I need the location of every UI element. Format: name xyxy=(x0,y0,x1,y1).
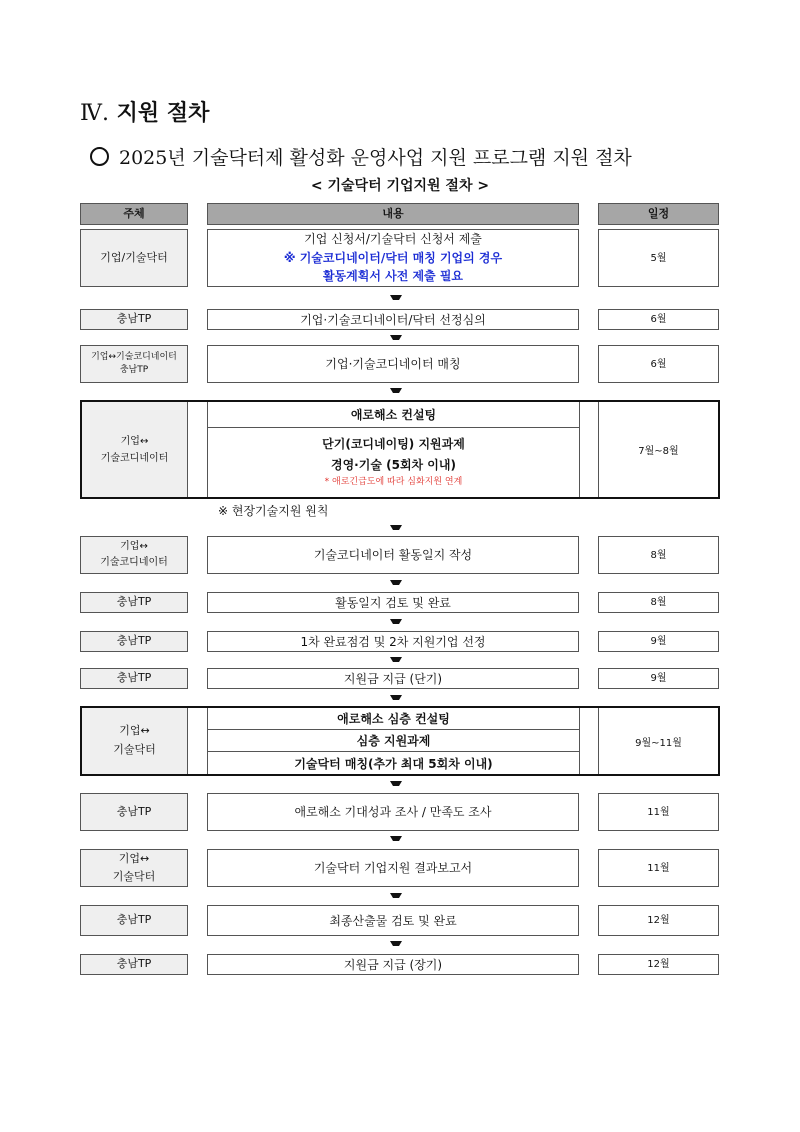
row-5-schedule: 8월 xyxy=(598,536,719,574)
row-3-schedule: 6월 xyxy=(598,345,719,383)
row-2-schedule: 6월 xyxy=(598,309,719,330)
row-4-subject xyxy=(82,402,188,497)
row-4-line-3: 경영·기술 (5회차 이내) xyxy=(331,457,456,472)
row-3-subject-line-2: 충남TP xyxy=(119,365,149,375)
down-arrow-icon xyxy=(390,580,402,585)
row-13-subject: 충남TP xyxy=(80,954,188,975)
row-1-line-2: ※ 기술코디네이터/닥터 매칭 기업의 경우 xyxy=(283,250,503,265)
row-1-line-1: 기업 신청서/기술닥터 신청서 제출 xyxy=(304,232,482,247)
row-11-subject-line-2: 기술닥터 xyxy=(112,870,156,883)
row-12-schedule: 12월 xyxy=(598,905,719,936)
header-subject: 주체 xyxy=(80,203,188,225)
note-text: ※ 현장기술지원 원칙 xyxy=(218,504,329,518)
row-10-content: 애로해소 기대성과 조사 / 만족도 조사 xyxy=(207,793,579,831)
row-13-schedule: 12월 xyxy=(598,954,719,975)
row-10-subject: 충남TP xyxy=(80,793,188,831)
row-7-schedule: 9월 xyxy=(598,631,719,652)
header-content: 내용 xyxy=(207,203,579,225)
down-arrow-icon xyxy=(390,836,402,841)
consulting-block xyxy=(80,400,720,499)
row-9-line-3: 기술닥터 매칭(추가 최대 5회차 이내) xyxy=(207,752,580,774)
down-arrow-icon xyxy=(390,335,402,340)
row-8-subject: 충남TP xyxy=(80,668,188,689)
down-arrow-icon xyxy=(390,941,402,946)
section-number: Ⅳ. xyxy=(80,101,109,126)
down-arrow-icon xyxy=(390,893,402,898)
down-arrow-icon xyxy=(390,388,402,393)
row-13-content: 지원금 지급 (장기) xyxy=(207,954,579,975)
row-1-schedule: 5월 xyxy=(598,229,719,287)
row-9-subject xyxy=(82,708,188,774)
row-12-content: 최종산출물 검토 및 완료 xyxy=(207,905,579,936)
row-1-content xyxy=(207,229,579,287)
row-4-heading: 애로해소 컨설팅 xyxy=(207,402,580,428)
row-11-schedule: 11월 xyxy=(598,849,719,887)
row-4-subject-line-1: 기업↔ xyxy=(120,435,149,447)
row-9-schedule: 9월~11월 xyxy=(598,708,718,774)
row-11-subject xyxy=(80,849,188,887)
row-6-subject: 충남TP xyxy=(80,592,188,613)
row-7-content: 1차 완료점검 및 2차 지원기업 선정 xyxy=(207,631,579,652)
deep-consulting-block xyxy=(80,706,720,776)
section-title: 지원 절차 xyxy=(116,101,210,126)
row-3-subject xyxy=(80,345,188,383)
circle-bullet-icon xyxy=(90,147,109,166)
subtitle xyxy=(90,143,632,170)
row-5-subject-line-1: 기업↔ xyxy=(120,541,148,552)
section-heading xyxy=(80,96,209,127)
row-2-content: 기업·기술코디네이터/닥터 선정심의 xyxy=(207,309,579,330)
down-arrow-icon xyxy=(390,657,402,662)
row-4-line-4: * 애로긴급도에 따라 심화지원 연계 xyxy=(324,477,463,488)
procedure-title: < 기술닥터 기업지원 절차 > xyxy=(310,178,490,194)
row-5-subject xyxy=(80,536,188,574)
row-1-subject: 기업/기술닥터 xyxy=(80,229,188,287)
row-5-subject-line-2: 기술코디네이터 xyxy=(100,557,168,568)
subtitle-text: 2025년 기술닥터제 활성화 운영사업 지원 프로그램 지원 절차 xyxy=(119,147,632,169)
row-9-subject-line-2: 기술닥터 xyxy=(113,743,156,756)
row-11-subject-line-1: 기업↔ xyxy=(118,852,150,866)
down-arrow-icon xyxy=(390,295,402,300)
row-3-subject-line-1: 기업↔기술코디네이터 xyxy=(91,351,177,362)
row-8-content: 지원금 지급 (단기) xyxy=(207,668,579,689)
row-6-content: 활동일지 검토 및 완료 xyxy=(207,592,579,613)
row-9-subject-line-1: 기업↔ xyxy=(119,724,150,738)
row-8-schedule: 9월 xyxy=(598,668,719,689)
row-1-line-3: 활동계획서 사전 제출 필요 xyxy=(322,269,464,284)
down-arrow-icon xyxy=(390,781,402,786)
row-11-content: 기술닥터 기업지원 결과보고서 xyxy=(207,849,579,887)
row-4-schedule: 7월~8월 xyxy=(598,402,718,497)
down-arrow-icon xyxy=(390,619,402,624)
row-12-subject: 충남TP xyxy=(80,905,188,936)
row-9-line-2: 심층 지원과제 xyxy=(207,730,580,752)
row-6-schedule: 8월 xyxy=(598,592,719,613)
row-4-subject-line-2: 기술코디네이터 xyxy=(100,452,169,464)
row-4-line-2: 단기(코디네이팅) 지원과제 xyxy=(322,437,465,452)
down-arrow-icon xyxy=(390,695,402,700)
row-9-heading: 애로해소 심층 컨설팅 xyxy=(207,708,580,730)
row-2-subject: 충남TP xyxy=(80,309,188,330)
row-3-content: 기업·기술코디네이터 매칭 xyxy=(207,345,579,383)
row-7-subject: 충남TP xyxy=(80,631,188,652)
header-schedule: 일정 xyxy=(598,203,719,225)
row-4-content xyxy=(207,428,580,497)
row-5-content: 기술코디네이터 활동일지 작성 xyxy=(207,536,579,574)
down-arrow-icon xyxy=(390,525,402,530)
row-10-schedule: 11월 xyxy=(598,793,719,831)
